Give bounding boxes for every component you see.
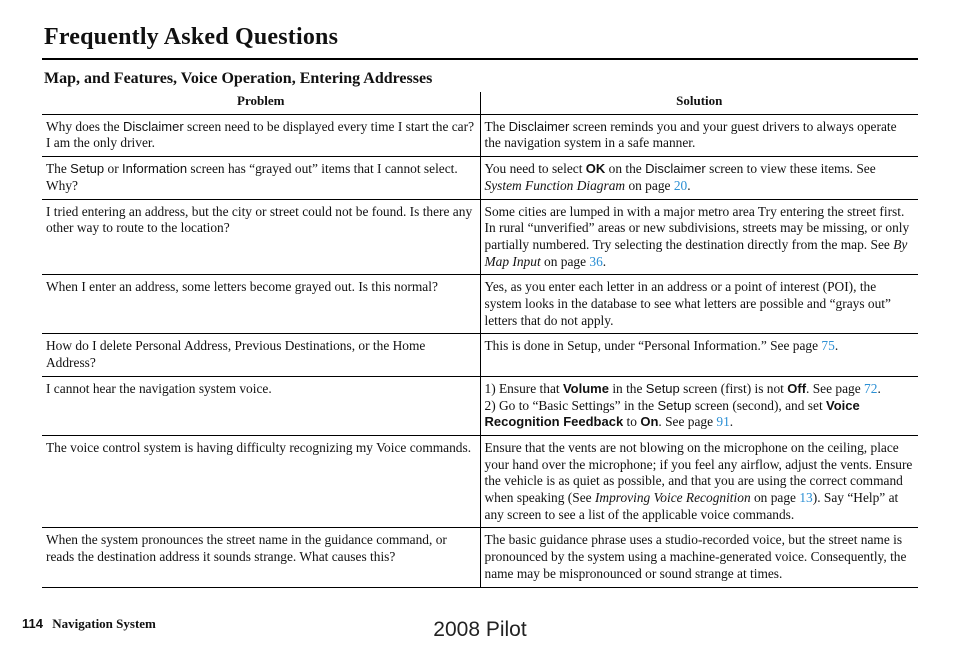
solution-text: Voice Recognition Feedback xyxy=(484,397,860,430)
solution-text: Off xyxy=(787,380,807,396)
problem-cell xyxy=(42,376,480,435)
problem-text: The xyxy=(46,161,71,177)
page-reference-link[interactable]: 20 xyxy=(673,177,688,193)
table-row xyxy=(42,528,918,587)
solution-text: in the xyxy=(608,380,646,396)
problem-text: I tried entering an address, but the city or street could not be found. Is there any other way to route to the location? xyxy=(46,203,473,236)
solution-text: . xyxy=(834,338,839,354)
table-row xyxy=(42,376,918,435)
page-reference-link[interactable]: 72 xyxy=(864,380,878,396)
problem-cell xyxy=(42,275,480,334)
page-number: 114 xyxy=(22,616,43,631)
solution-text: Setup xyxy=(645,380,680,396)
solution-column-header: Solution xyxy=(480,92,918,114)
table-row xyxy=(42,114,918,156)
table-row xyxy=(42,334,918,376)
solution-cell xyxy=(480,435,918,528)
problem-text: Information xyxy=(122,161,188,177)
solution-text: This is done in Setup, under “Personal Information.” See page xyxy=(484,338,822,354)
solution-cell xyxy=(480,528,918,587)
footer-label: Navigation System xyxy=(52,616,156,631)
solution-text: Setup xyxy=(657,397,692,413)
faq-table xyxy=(42,92,918,588)
solution-text: ). Say “Help” at any screen to see a list of the applicable voice commands. xyxy=(484,490,899,522)
problem-cell xyxy=(42,157,480,199)
solution-cell xyxy=(480,157,918,199)
solution-text: Disclaimer xyxy=(645,161,706,177)
page-reference-link[interactable]: 75 xyxy=(821,338,835,354)
solution-cell xyxy=(480,114,918,156)
solution-text: . xyxy=(687,177,691,193)
solution-text: Volume xyxy=(562,380,609,396)
solution-text: . See page xyxy=(806,380,865,396)
solution-text: 2) Go to “Basic Settings” in the xyxy=(484,397,658,413)
solution-text: screen reminds you and your guest drivers to always operate the navigation system in a safe manner. xyxy=(484,118,897,151)
solution-text: Disclaimer xyxy=(508,118,570,134)
problem-column-header: Problem xyxy=(42,92,480,114)
problem-cell xyxy=(42,114,480,156)
solution-text: on page xyxy=(750,490,800,506)
solution-text: . xyxy=(877,380,881,396)
solution-text: screen (second), and set xyxy=(691,397,827,413)
page-reference-link[interactable]: 36 xyxy=(589,253,603,269)
page-reference-link[interactable]: 13 xyxy=(799,490,813,506)
solution-text: Yes, as you enter each letter in an address or a point of interest (POI), the system looks in the database to see what letters are possible and “grays out” letters that do not apply. xyxy=(484,279,891,328)
solution-text: System Function Diagram xyxy=(484,177,626,193)
solution-cell xyxy=(480,199,918,275)
watermark: 2008 Pilot xyxy=(433,618,527,641)
problem-text: When the system pronounces the street name in the guidance command, or reads the destination address it sounds strange. What causes this? xyxy=(46,532,447,565)
solution-text: Improving Voice Recognition xyxy=(594,490,751,506)
solution-text: Some cities are lumped in with a major metro area Try entering the street first. In rural “unverified” areas or new subdivisions, streets may be missing, or only partially numbered. Try selecting the destination directly from the map. See xyxy=(484,203,910,252)
problem-text: or xyxy=(104,161,123,177)
problem-cell xyxy=(42,528,480,587)
solution-text: The basic guidance phrase uses a studio-recorded voice, but the street name is pronounced by the system using a machine-generated voice. Consequently, the name may be mispronounced or sound strange at times. xyxy=(484,532,907,581)
title-rule xyxy=(42,58,918,60)
solution-text: . See page xyxy=(658,414,717,430)
problem-text: screen need to be displayed every time I start the car? I am the only driver. xyxy=(46,118,475,151)
solution-text: By Map Input xyxy=(484,236,908,269)
solution-cell xyxy=(480,275,918,334)
problem-text: How do I delete Personal Address, Previous Destinations, or the Home Address? xyxy=(46,338,426,371)
solution-text: screen to view these items. See xyxy=(705,161,876,177)
problem-text: When I enter an address, some letters become grayed out. Is this normal? xyxy=(46,279,438,295)
solution-cell xyxy=(480,376,918,435)
problem-cell xyxy=(42,334,480,376)
solution-text: OK xyxy=(585,161,606,177)
page-reference-link[interactable]: 91 xyxy=(716,414,730,430)
solution-text: on page xyxy=(625,177,674,193)
problem-text: Setup xyxy=(70,161,105,177)
table-row xyxy=(42,275,918,334)
solution-text: . xyxy=(729,414,734,430)
solution-text: to xyxy=(623,414,641,430)
table-header-row xyxy=(42,92,918,114)
solution-text: screen (first) is not xyxy=(679,380,788,396)
solution-text: The xyxy=(484,118,509,134)
problem-cell xyxy=(42,199,480,275)
problem-text: screen has “grayed out” items that I cannot select. Why? xyxy=(46,161,458,193)
solution-text: 1) Ensure that xyxy=(484,380,563,396)
solution-text: Ensure that the vents are not blowing on the microphone on the ceiling, place your hand over the microphone; if you feel any airflow, adjust the vents. Ensure the vehicle is as quiet as possible, and that you are using the correct command when speaking (See xyxy=(484,439,913,506)
section-subtitle: Map, and Features, Voice Operation, Entering Addresses xyxy=(44,70,433,87)
problem-text: The voice control system is having difficulty recognizing my Voice commands. xyxy=(46,439,472,455)
problem-text: I cannot hear the navigation system voice. xyxy=(46,380,272,396)
solution-text: You need to select xyxy=(484,161,586,177)
solution-cell xyxy=(480,334,918,376)
solution-text: on page xyxy=(540,253,590,269)
problem-text: Why does the xyxy=(46,118,123,134)
solution-text: . xyxy=(602,253,607,269)
page-title: Frequently Asked Questions xyxy=(44,24,339,50)
solution-text: on the xyxy=(605,161,646,177)
problem-text: Disclaimer xyxy=(122,118,184,134)
problem-cell xyxy=(42,435,480,528)
table-row xyxy=(42,435,918,528)
solution-text: On xyxy=(640,414,659,430)
table-row xyxy=(42,199,918,275)
table-row xyxy=(42,157,918,199)
